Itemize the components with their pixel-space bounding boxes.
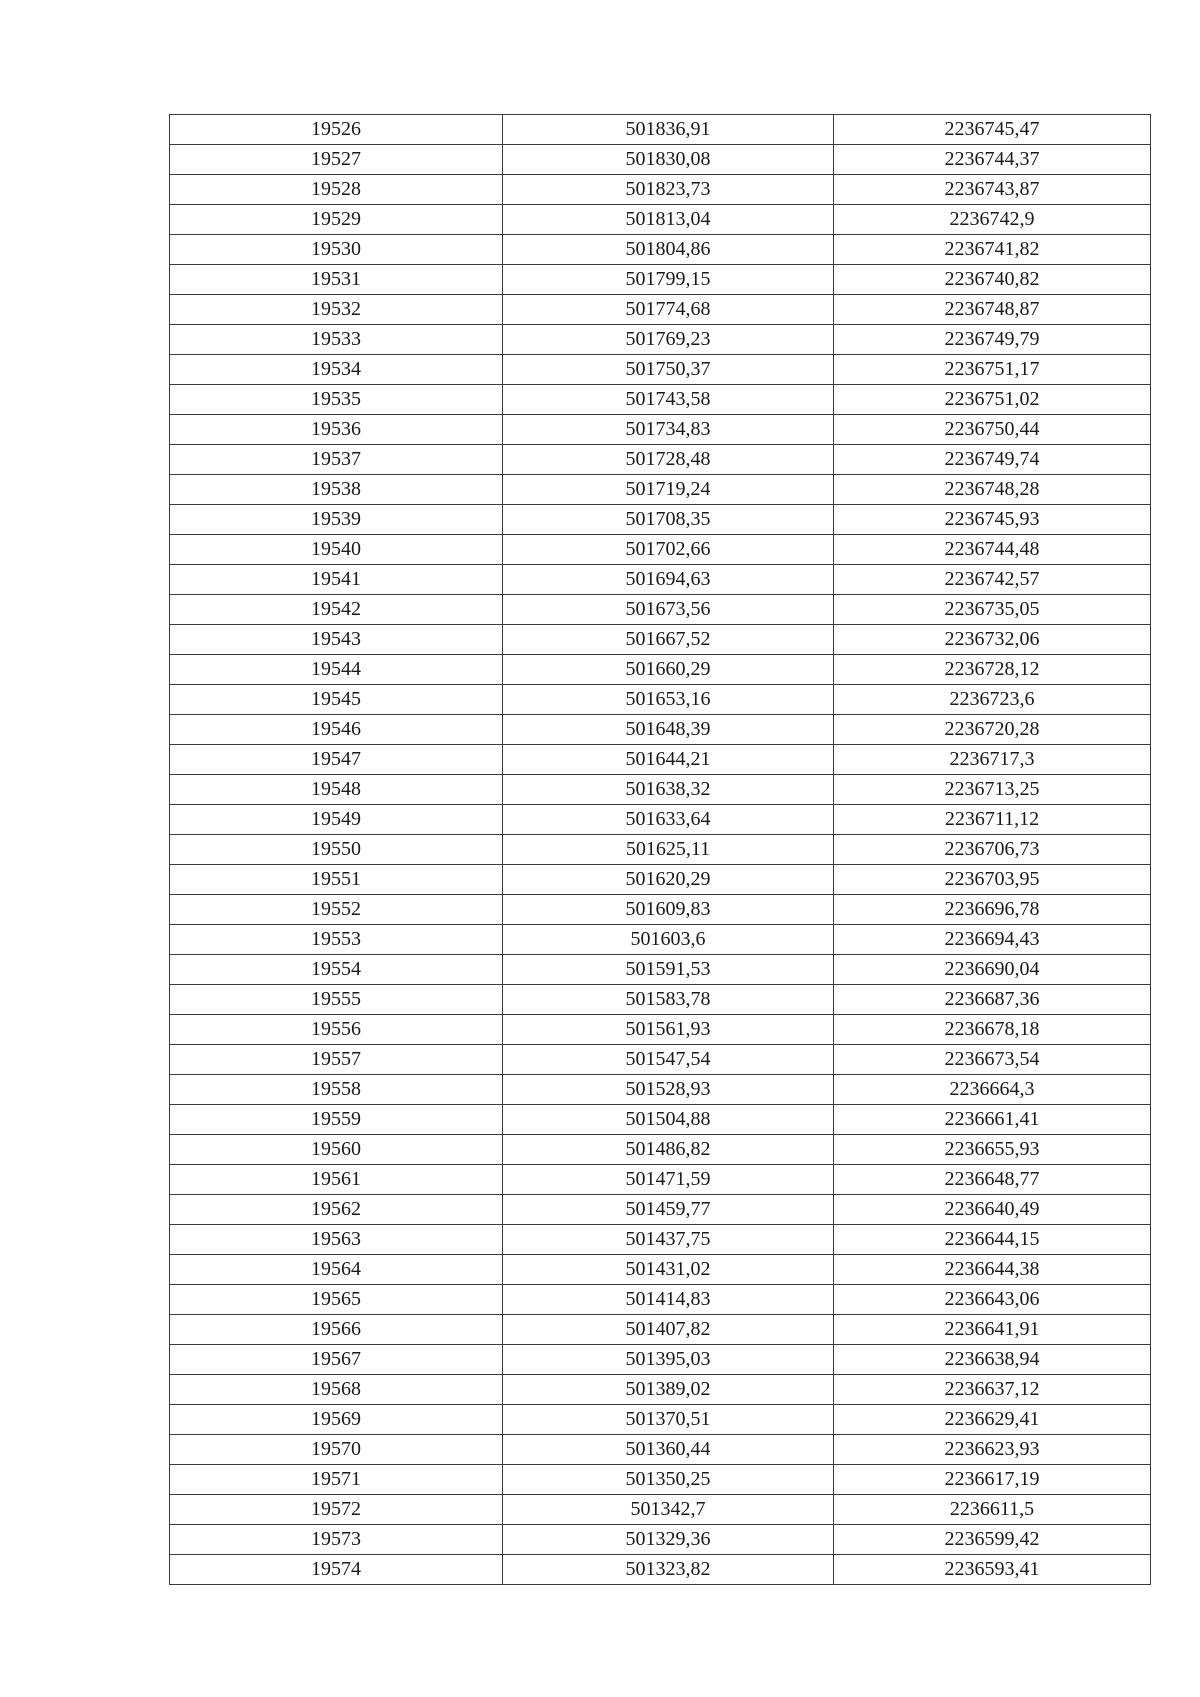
y-coordinate-cell: 2236750,44 bbox=[834, 415, 1151, 445]
y-coordinate-cell: 2236744,48 bbox=[834, 535, 1151, 565]
table-row bbox=[170, 265, 1151, 295]
table-row bbox=[170, 295, 1151, 325]
y-coordinate-cell: 2236713,25 bbox=[834, 775, 1151, 805]
x-coordinate-cell: 501660,29 bbox=[503, 655, 834, 685]
x-coordinate-cell: 501804,86 bbox=[503, 235, 834, 265]
x-coordinate-cell: 501389,02 bbox=[503, 1375, 834, 1405]
table-row bbox=[170, 625, 1151, 655]
y-coordinate-cell: 2236728,12 bbox=[834, 655, 1151, 685]
y-coordinate-cell: 2236740,82 bbox=[834, 265, 1151, 295]
point-number-cell: 19549 bbox=[170, 805, 503, 835]
y-coordinate-cell: 2236611,5 bbox=[834, 1495, 1151, 1525]
point-number-cell: 19553 bbox=[170, 925, 503, 955]
y-coordinate-cell: 2236744,37 bbox=[834, 145, 1151, 175]
table-row bbox=[170, 325, 1151, 355]
point-number-cell: 19539 bbox=[170, 505, 503, 535]
x-coordinate-cell: 501609,83 bbox=[503, 895, 834, 925]
x-coordinate-cell: 501437,75 bbox=[503, 1225, 834, 1255]
y-coordinate-cell: 2236749,79 bbox=[834, 325, 1151, 355]
y-coordinate-cell: 2236742,57 bbox=[834, 565, 1151, 595]
x-coordinate-cell: 501360,44 bbox=[503, 1435, 834, 1465]
point-number-cell: 19568 bbox=[170, 1375, 503, 1405]
table-row bbox=[170, 1135, 1151, 1165]
point-number-cell: 19571 bbox=[170, 1465, 503, 1495]
point-number-cell: 19555 bbox=[170, 985, 503, 1015]
table-row bbox=[170, 865, 1151, 895]
point-number-cell: 19545 bbox=[170, 685, 503, 715]
y-coordinate-cell: 2236745,93 bbox=[834, 505, 1151, 535]
table-row bbox=[170, 145, 1151, 175]
x-coordinate-cell: 501633,64 bbox=[503, 805, 834, 835]
y-coordinate-cell: 2236623,93 bbox=[834, 1435, 1151, 1465]
table-row bbox=[170, 895, 1151, 925]
point-number-cell: 19530 bbox=[170, 235, 503, 265]
table-row bbox=[170, 115, 1151, 145]
y-coordinate-cell: 2236717,3 bbox=[834, 745, 1151, 775]
table-row bbox=[170, 355, 1151, 385]
table-row bbox=[170, 1255, 1151, 1285]
point-number-cell: 19546 bbox=[170, 715, 503, 745]
y-coordinate-cell: 2236748,28 bbox=[834, 475, 1151, 505]
y-coordinate-cell: 2236745,47 bbox=[834, 115, 1151, 145]
point-number-cell: 19529 bbox=[170, 205, 503, 235]
x-coordinate-cell: 501836,91 bbox=[503, 115, 834, 145]
table-row bbox=[170, 1375, 1151, 1405]
table-row bbox=[170, 1345, 1151, 1375]
table-row bbox=[170, 1225, 1151, 1255]
point-number-cell: 19564 bbox=[170, 1255, 503, 1285]
point-number-cell: 19540 bbox=[170, 535, 503, 565]
x-coordinate-cell: 501734,83 bbox=[503, 415, 834, 445]
y-coordinate-cell: 2236732,06 bbox=[834, 625, 1151, 655]
x-coordinate-cell: 501407,82 bbox=[503, 1315, 834, 1345]
x-coordinate-cell: 501728,48 bbox=[503, 445, 834, 475]
x-coordinate-cell: 501644,21 bbox=[503, 745, 834, 775]
x-coordinate-cell: 501431,02 bbox=[503, 1255, 834, 1285]
y-coordinate-cell: 2236696,78 bbox=[834, 895, 1151, 925]
table-row bbox=[170, 535, 1151, 565]
table-row bbox=[170, 1075, 1151, 1105]
point-number-cell: 19535 bbox=[170, 385, 503, 415]
point-number-cell: 19532 bbox=[170, 295, 503, 325]
x-coordinate-cell: 501620,29 bbox=[503, 865, 834, 895]
x-coordinate-cell: 501547,54 bbox=[503, 1045, 834, 1075]
x-coordinate-cell: 501799,15 bbox=[503, 265, 834, 295]
y-coordinate-cell: 2236655,93 bbox=[834, 1135, 1151, 1165]
x-coordinate-cell: 501329,36 bbox=[503, 1525, 834, 1555]
y-coordinate-cell: 2236673,54 bbox=[834, 1045, 1151, 1075]
table-row bbox=[170, 175, 1151, 205]
x-coordinate-cell: 501370,51 bbox=[503, 1405, 834, 1435]
table-row bbox=[170, 1555, 1151, 1585]
x-coordinate-cell: 501823,73 bbox=[503, 175, 834, 205]
point-number-cell: 19527 bbox=[170, 145, 503, 175]
point-number-cell: 19574 bbox=[170, 1555, 503, 1585]
table-row bbox=[170, 775, 1151, 805]
point-number-cell: 19538 bbox=[170, 475, 503, 505]
y-coordinate-cell: 2236629,41 bbox=[834, 1405, 1151, 1435]
y-coordinate-cell: 2236711,12 bbox=[834, 805, 1151, 835]
x-coordinate-cell: 501395,03 bbox=[503, 1345, 834, 1375]
table-row bbox=[170, 1435, 1151, 1465]
point-number-cell: 19565 bbox=[170, 1285, 503, 1315]
table-row bbox=[170, 595, 1151, 625]
x-coordinate-cell: 501625,11 bbox=[503, 835, 834, 865]
y-coordinate-cell: 2236641,91 bbox=[834, 1315, 1151, 1345]
y-coordinate-cell: 2236617,19 bbox=[834, 1465, 1151, 1495]
table-row bbox=[170, 1015, 1151, 1045]
x-coordinate-cell: 501323,82 bbox=[503, 1555, 834, 1585]
x-coordinate-cell: 501471,59 bbox=[503, 1165, 834, 1195]
x-coordinate-cell: 501813,04 bbox=[503, 205, 834, 235]
y-coordinate-cell: 2236648,77 bbox=[834, 1165, 1151, 1195]
point-number-cell: 19552 bbox=[170, 895, 503, 925]
point-number-cell: 19556 bbox=[170, 1015, 503, 1045]
coordinates-table bbox=[169, 114, 1151, 1585]
table-row bbox=[170, 655, 1151, 685]
y-coordinate-cell: 2236637,12 bbox=[834, 1375, 1151, 1405]
point-number-cell: 19534 bbox=[170, 355, 503, 385]
x-coordinate-cell: 501603,6 bbox=[503, 925, 834, 955]
x-coordinate-cell: 501653,16 bbox=[503, 685, 834, 715]
table-row bbox=[170, 925, 1151, 955]
y-coordinate-cell: 2236706,73 bbox=[834, 835, 1151, 865]
x-coordinate-cell: 501342,7 bbox=[503, 1495, 834, 1525]
y-coordinate-cell: 2236664,3 bbox=[834, 1075, 1151, 1105]
point-number-cell: 19542 bbox=[170, 595, 503, 625]
y-coordinate-cell: 2236749,74 bbox=[834, 445, 1151, 475]
x-coordinate-cell: 501667,52 bbox=[503, 625, 834, 655]
point-number-cell: 19559 bbox=[170, 1105, 503, 1135]
table-row bbox=[170, 1195, 1151, 1225]
point-number-cell: 19537 bbox=[170, 445, 503, 475]
x-coordinate-cell: 501774,68 bbox=[503, 295, 834, 325]
table-row bbox=[170, 415, 1151, 445]
point-number-cell: 19567 bbox=[170, 1345, 503, 1375]
point-number-cell: 19573 bbox=[170, 1525, 503, 1555]
table-row bbox=[170, 805, 1151, 835]
x-coordinate-cell: 501702,66 bbox=[503, 535, 834, 565]
y-coordinate-cell: 2236661,41 bbox=[834, 1105, 1151, 1135]
x-coordinate-cell: 501743,58 bbox=[503, 385, 834, 415]
x-coordinate-cell: 501769,23 bbox=[503, 325, 834, 355]
table-row bbox=[170, 955, 1151, 985]
table-row bbox=[170, 1495, 1151, 1525]
coordinates-table-body bbox=[170, 115, 1151, 1585]
table-row bbox=[170, 235, 1151, 265]
point-number-cell: 19572 bbox=[170, 1495, 503, 1525]
point-number-cell: 19550 bbox=[170, 835, 503, 865]
x-coordinate-cell: 501694,63 bbox=[503, 565, 834, 595]
y-coordinate-cell: 2236593,41 bbox=[834, 1555, 1151, 1585]
table-row bbox=[170, 985, 1151, 1015]
y-coordinate-cell: 2236678,18 bbox=[834, 1015, 1151, 1045]
point-number-cell: 19558 bbox=[170, 1075, 503, 1105]
y-coordinate-cell: 2236742,9 bbox=[834, 205, 1151, 235]
point-number-cell: 19531 bbox=[170, 265, 503, 295]
point-number-cell: 19526 bbox=[170, 115, 503, 145]
table-row bbox=[170, 1045, 1151, 1075]
table-row bbox=[170, 1165, 1151, 1195]
x-coordinate-cell: 501673,56 bbox=[503, 595, 834, 625]
x-coordinate-cell: 501414,83 bbox=[503, 1285, 834, 1315]
table-row bbox=[170, 1405, 1151, 1435]
x-coordinate-cell: 501708,35 bbox=[503, 505, 834, 535]
x-coordinate-cell: 501750,37 bbox=[503, 355, 834, 385]
y-coordinate-cell: 2236741,82 bbox=[834, 235, 1151, 265]
y-coordinate-cell: 2236735,05 bbox=[834, 595, 1151, 625]
point-number-cell: 19569 bbox=[170, 1405, 503, 1435]
point-number-cell: 19541 bbox=[170, 565, 503, 595]
table-row bbox=[170, 505, 1151, 535]
x-coordinate-cell: 501830,08 bbox=[503, 145, 834, 175]
point-number-cell: 19570 bbox=[170, 1435, 503, 1465]
table-row bbox=[170, 1105, 1151, 1135]
y-coordinate-cell: 2236643,06 bbox=[834, 1285, 1151, 1315]
table-row bbox=[170, 835, 1151, 865]
table-row bbox=[170, 1465, 1151, 1495]
y-coordinate-cell: 2236644,15 bbox=[834, 1225, 1151, 1255]
point-number-cell: 19547 bbox=[170, 745, 503, 775]
table-row bbox=[170, 715, 1151, 745]
table-row bbox=[170, 445, 1151, 475]
x-coordinate-cell: 501638,32 bbox=[503, 775, 834, 805]
x-coordinate-cell: 501719,24 bbox=[503, 475, 834, 505]
point-number-cell: 19561 bbox=[170, 1165, 503, 1195]
y-coordinate-cell: 2236644,38 bbox=[834, 1255, 1151, 1285]
x-coordinate-cell: 501648,39 bbox=[503, 715, 834, 745]
table-row bbox=[170, 205, 1151, 235]
y-coordinate-cell: 2236694,43 bbox=[834, 925, 1151, 955]
table-row bbox=[170, 1315, 1151, 1345]
point-number-cell: 19548 bbox=[170, 775, 503, 805]
table-row bbox=[170, 385, 1151, 415]
table-row bbox=[170, 475, 1151, 505]
x-coordinate-cell: 501591,53 bbox=[503, 955, 834, 985]
y-coordinate-cell: 2236751,02 bbox=[834, 385, 1151, 415]
point-number-cell: 19562 bbox=[170, 1195, 503, 1225]
y-coordinate-cell: 2236751,17 bbox=[834, 355, 1151, 385]
y-coordinate-cell: 2236687,36 bbox=[834, 985, 1151, 1015]
y-coordinate-cell: 2236638,94 bbox=[834, 1345, 1151, 1375]
table-row bbox=[170, 745, 1151, 775]
x-coordinate-cell: 501583,78 bbox=[503, 985, 834, 1015]
point-number-cell: 19557 bbox=[170, 1045, 503, 1075]
point-number-cell: 19536 bbox=[170, 415, 503, 445]
table-row bbox=[170, 565, 1151, 595]
y-coordinate-cell: 2236748,87 bbox=[834, 295, 1151, 325]
y-coordinate-cell: 2236703,95 bbox=[834, 865, 1151, 895]
x-coordinate-cell: 501528,93 bbox=[503, 1075, 834, 1105]
point-number-cell: 19566 bbox=[170, 1315, 503, 1345]
table-row bbox=[170, 1525, 1151, 1555]
y-coordinate-cell: 2236690,04 bbox=[834, 955, 1151, 985]
x-coordinate-cell: 501350,25 bbox=[503, 1465, 834, 1495]
point-number-cell: 19544 bbox=[170, 655, 503, 685]
point-number-cell: 19543 bbox=[170, 625, 503, 655]
point-number-cell: 19528 bbox=[170, 175, 503, 205]
y-coordinate-cell: 2236640,49 bbox=[834, 1195, 1151, 1225]
point-number-cell: 19551 bbox=[170, 865, 503, 895]
y-coordinate-cell: 2236599,42 bbox=[834, 1525, 1151, 1555]
x-coordinate-cell: 501459,77 bbox=[503, 1195, 834, 1225]
point-number-cell: 19554 bbox=[170, 955, 503, 985]
table-row bbox=[170, 1285, 1151, 1315]
point-number-cell: 19563 bbox=[170, 1225, 503, 1255]
table-row bbox=[170, 685, 1151, 715]
point-number-cell: 19533 bbox=[170, 325, 503, 355]
x-coordinate-cell: 501504,88 bbox=[503, 1105, 834, 1135]
point-number-cell: 19560 bbox=[170, 1135, 503, 1165]
y-coordinate-cell: 2236720,28 bbox=[834, 715, 1151, 745]
x-coordinate-cell: 501486,82 bbox=[503, 1135, 834, 1165]
y-coordinate-cell: 2236723,6 bbox=[834, 685, 1151, 715]
y-coordinate-cell: 2236743,87 bbox=[834, 175, 1151, 205]
x-coordinate-cell: 501561,93 bbox=[503, 1015, 834, 1045]
